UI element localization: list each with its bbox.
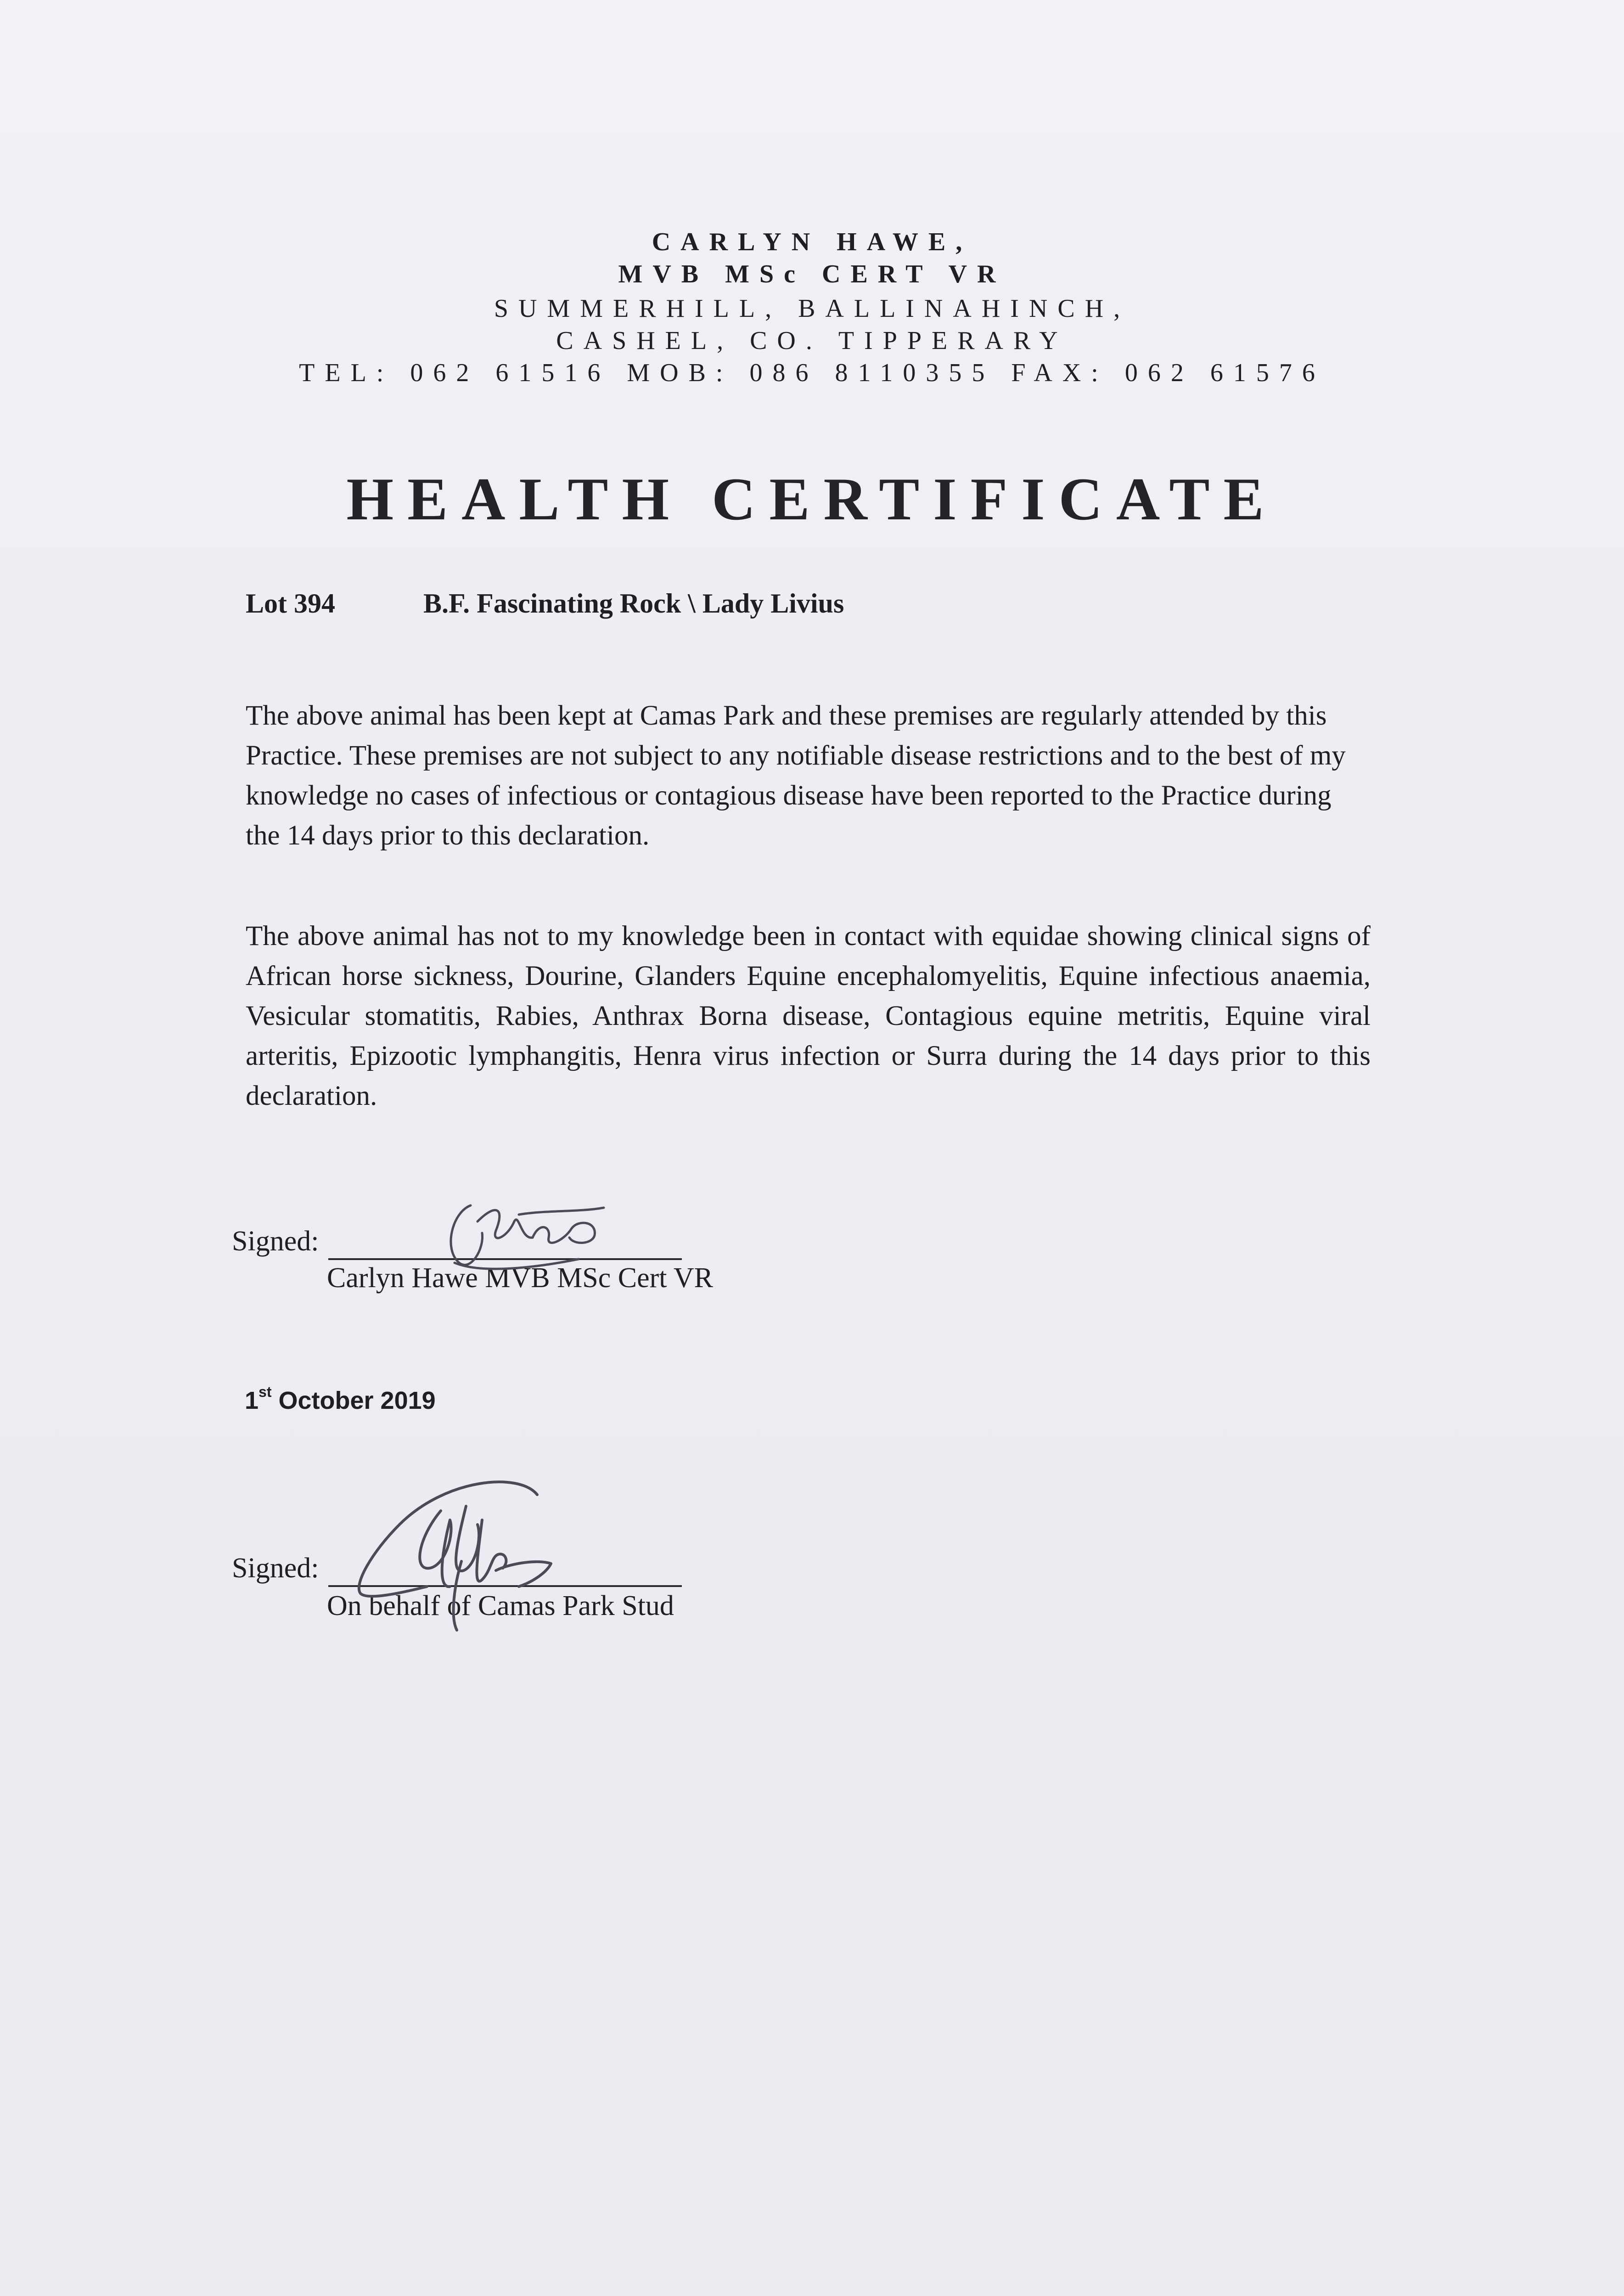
date-rest: October 2019 — [271, 1387, 436, 1414]
vet-signed-label: Signed: — [232, 1226, 319, 1257]
address-line-1: SUMMERHILL, BALLINAHINCH, — [494, 294, 1130, 323]
lot-number: Lot 394 — [246, 588, 335, 619]
contact-paragraph: The above animal has not to my knowledge been in contact with equidae showing clinical signs of African horse sickness, Dourine, Glanders Equine encephalomyelitis, Equine infectious anaemia, Vesicular stomatitis, Rabies, Anthrax Borna disease, Contagious equine metritis, Equine viral arteritis, Epizootic lymphangitis, Henra virus infection or Surra during the 14 days prior to this declaration. — [246, 921, 1371, 1111]
stud-signed-label: Signed: — [232, 1553, 319, 1584]
date-suffix: st — [258, 1384, 272, 1400]
horse-pedigree: B.F. Fascinating Rock \ Lady Livius — [423, 588, 844, 619]
address-line-2: CASHEL, CO. TIPPERARY — [556, 326, 1068, 355]
contact-numbers: TEL: 062 61516 MOB: 086 8110355 FAX: 062 61576 — [299, 359, 1325, 387]
declaration-date — [245, 1384, 436, 1415]
vet-handwritten-signature — [427, 1194, 624, 1281]
stud-handwritten-signature — [344, 1469, 560, 1635]
premises-paragraph: The above animal has been kept at Camas Park and these premises are regularly attended by this Practice. These premises are not subject to any notifiable disease restrictions and to the best of my knowledge no cases of infectious or contagious disease have been reported to the Practice during the 14 days prior to this declaration. — [246, 700, 1346, 851]
stud-signer-name: On behalf of Camas Park Stud — [327, 1590, 674, 1621]
vet-name: CARLYN HAWE, — [652, 228, 972, 256]
vet-signer-name: Carlyn Hawe MVB MSc Cert VR — [327, 1262, 713, 1294]
date-day: 1 — [245, 1387, 259, 1414]
vet-qualifications: MVB MSc CERT VR — [618, 260, 1006, 288]
document-title: HEALTH CERTIFICATE — [346, 465, 1278, 533]
